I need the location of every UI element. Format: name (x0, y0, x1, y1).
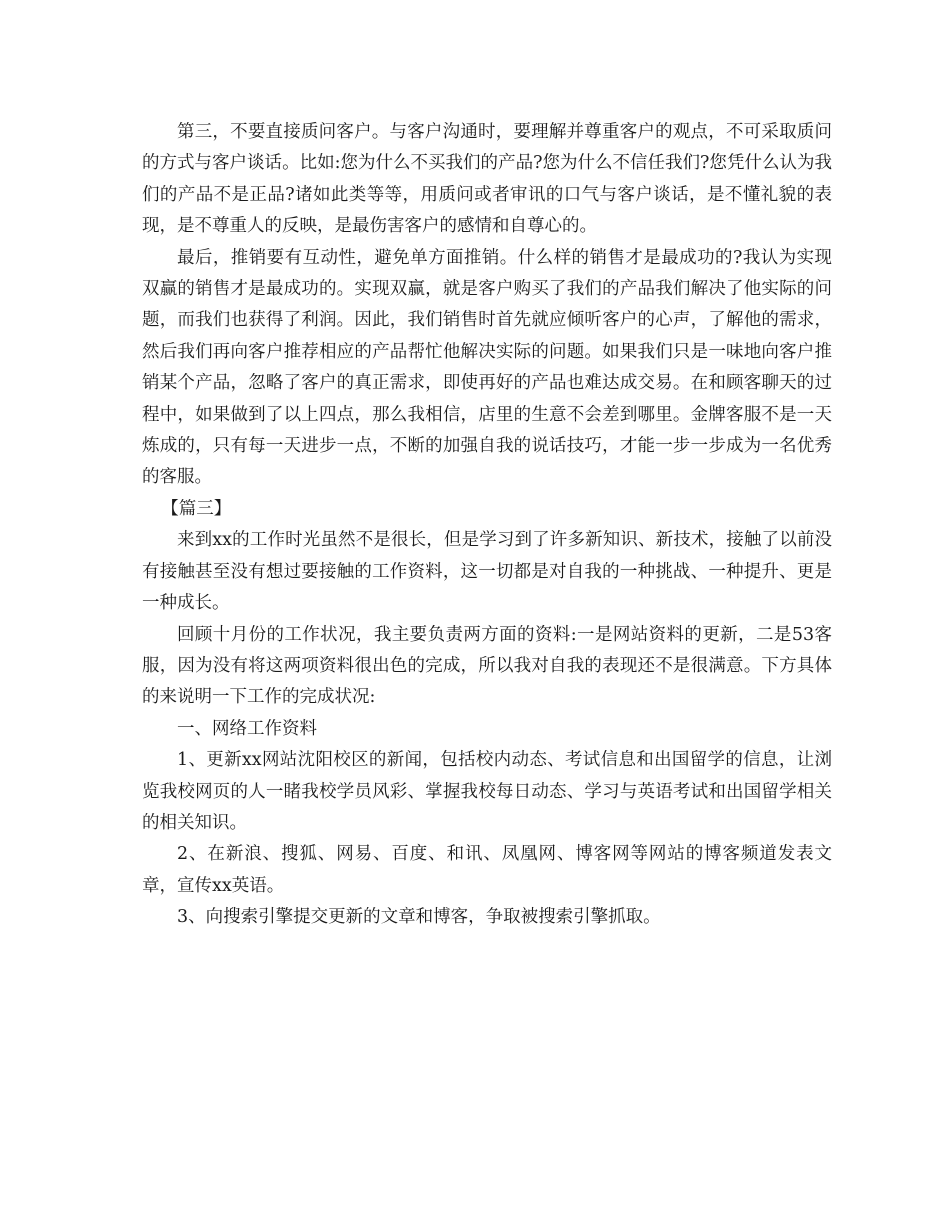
paragraph-october-review: 回顾十月份的工作状况，我主要负责两方面的资料:一是网站资料的更新，二是53客服，因为没有将这两项资料很出色的完成，所以我对自我的表现还不是很满意。下方具体的来说明一下工作的完成状况: (142, 624, 832, 708)
paragraph-third-point: 第三，不要直接质问客户。与客户沟通时，要理解并尊重客户的观点，不可采取质问的方式与客户谈话。比如:您为什么不买我们的产品?您为什么不信任我们?您凭什么认为我们的产品不是正品?诸如此类等等，用质问或者审讯的口气与客户谈话，是不懂礼貌的表现，是不尊重人的反映，是最伤害客户的感情和自尊心的。 (142, 122, 832, 237)
document-body (142, 117, 832, 934)
section-heading-part-three: 【篇三】 (161, 498, 232, 519)
paragraph-work-intro: 来到xx的工作时光虽然不是很长，但是学习到了许多新知识、新技术，接触了以前没有接触甚至没有想过要接触的工作资料，这一切都是对自我的一种挑战、一种提升、更是一种成长。 (142, 530, 832, 614)
list-item-2: 2、在新浪、搜狐、网易、百度、和讯、凤凰网、博客网等网站的博客频道发表文章，宣传xx英语。 (142, 844, 832, 896)
list-item-3: 3、向搜索引擎提交更新的文章和博客，争取被搜索引擎抓取。 (177, 907, 661, 928)
list-item-1: 1、更新xx网站沈阳校区的新闻，包括校内动态、考试信息和出国留学的信息，让浏览我校网页的人一睹我校学员风彩、掌握我校每日动态、学习与英语考试和出国留学相关的相关知识。 (142, 750, 832, 833)
subheading-network-work: 一、网络工作资料 (177, 718, 317, 739)
paragraph-finally-interactive-sales: 最后，推销要有互动性，避免单方面推销。什么样的销售才是最成功的?我认为实现双赢的销售才是最成功的。实现双赢，就是客户购买了我们的产品我们解决了他实际的问题，而我们也获得了利润。因此，我们销售时首先就应倾听客户的心声，了解他的需求，然后我们再向客户推荐相应的产品帮忙他解决实际的问题。如果我们只是一味地向客户推销某个产品，忽略了客户的真正需求，即使再好的产品也难达成交易。在和顾客聊天的过程中，如果做到了以上四点，那么我相信，店里的生意不会差到哪里。金牌客服不是一天炼成的，只有每一天进步一点，不断的加强自我的说话技巧，才能一步一步成为一名优秀的客服。 (142, 247, 832, 488)
